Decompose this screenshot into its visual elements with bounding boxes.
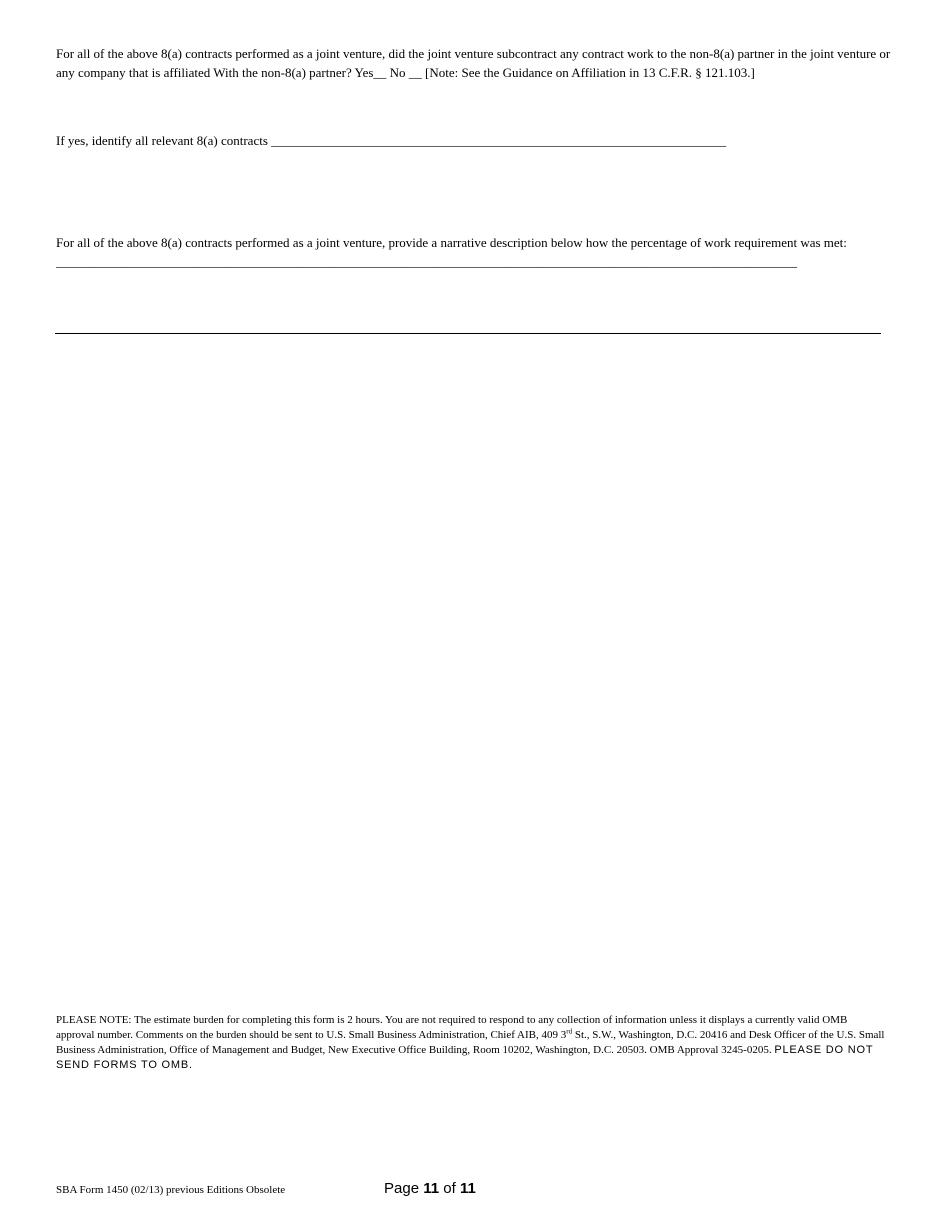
burden-notice-superscript: rd	[566, 1027, 573, 1036]
work-percentage-blank[interactable]: __________________________________________________________________________________________________________________	[56, 254, 797, 269]
page-word: Page	[384, 1180, 420, 1197]
affiliation-question-text: For all of the above 8(a) contracts performed as a joint venture, did the joint venture subcontract any contract work to the non-8(a) partner in the joint venture or any company that is affiliated With the non-8(a) partner? Yes__ No __ [Note: See the Guidance on Affiliation in 13 C.F.R. § 121.103.]	[56, 46, 891, 80]
work-percentage-text: For all of the above 8(a) contracts performed as a joint venture, provide a narrative description below how the percentage of work requirement was met:	[56, 235, 847, 250]
page-current: 11	[423, 1180, 440, 1197]
page-number	[384, 1180, 476, 1197]
page-of: of	[443, 1180, 456, 1197]
relevant-contracts-blank[interactable]: ______________________________________________________________________	[271, 133, 727, 148]
form-identifier: SBA Form 1450 (02/13) previous Editions Obsolete	[56, 1184, 286, 1196]
page-total: 11	[459, 1180, 476, 1197]
relevant-contracts-question	[56, 131, 896, 150]
relevant-contracts-label: If yes, identify all relevant 8(a) contracts	[56, 133, 268, 148]
burden-notice-text-2: St., S.W., Washington, D.C. 20416 and Desk Officer of the U.S. Small Business Administration, Office of Management and Budget, New Executive Office Building, Room 10202, Washington, D.C. 20503. OMB Approval 3245-0205.	[56, 1029, 885, 1056]
narrative-answer-line[interactable]	[55, 333, 881, 334]
do-not-send-notice: PLEASE DO NOT SEND FORMS TO OMB.	[56, 1044, 874, 1071]
burden-notice	[56, 1013, 886, 1073]
affiliation-subcontract-question	[56, 44, 896, 82]
burden-notice-text-1: PLEASE NOTE: The estimate burden for completing this form is 2 hours. You are not required to respond to any collection of information unless it displays a currently valid OMB approval number. Comments on the burden should be sent to U.S. Small Business Administration, Chief AIB, 409 3	[56, 1014, 848, 1041]
work-percentage-question	[56, 233, 896, 271]
